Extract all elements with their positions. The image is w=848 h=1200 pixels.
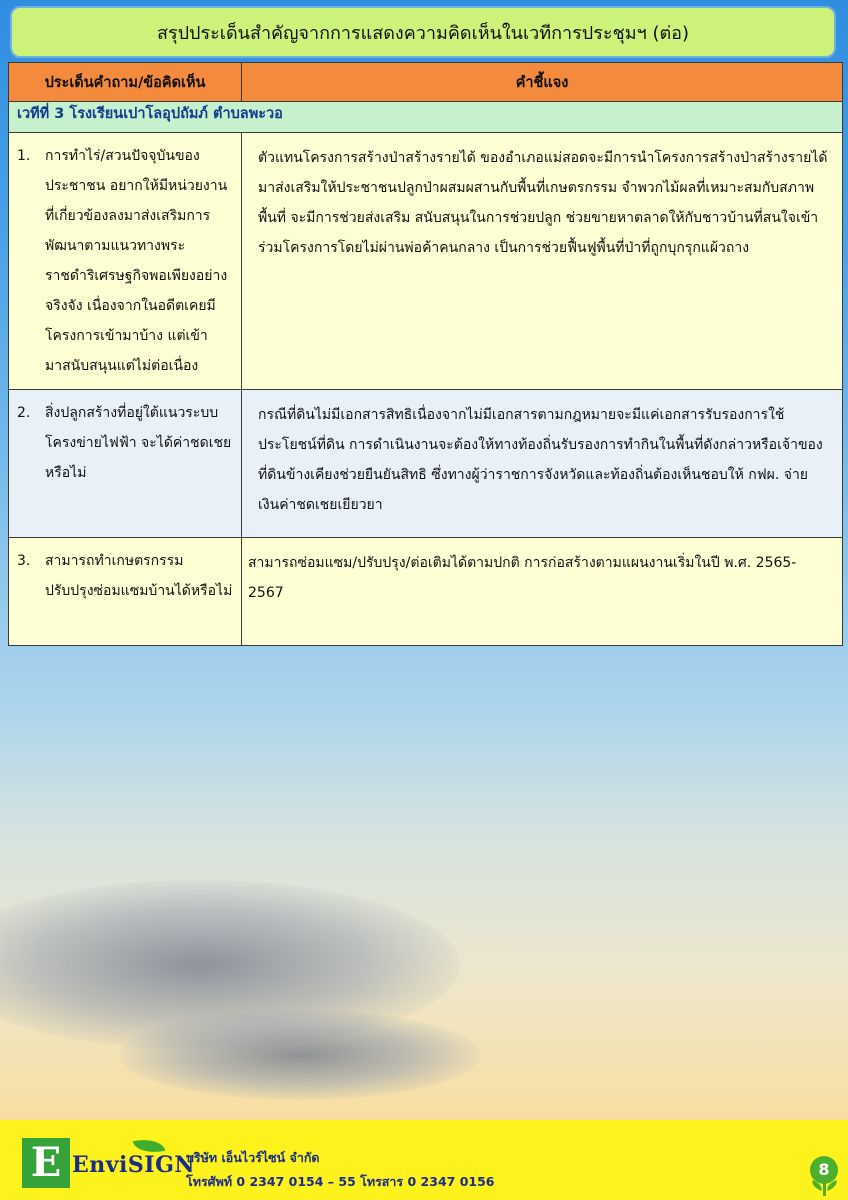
- table-row: [9, 390, 843, 538]
- answer-cell: [242, 133, 843, 390]
- table-row: [9, 133, 843, 390]
- question-cell: [9, 133, 242, 390]
- question-text: สิ่งปลูกสร้างที่อยู่ใต้แนวระบบโครงข่ายไฟฟ้า จะได้ค่าชดเชยหรือไม่: [45, 405, 232, 481]
- answer-text: สามารถซ่อมแซม/ปรับปรุง/ต่อเติมได้ตามปกติ การก่อสร้างตามแผนงานเริ่มในปี พ.ศ. 2565-2567: [248, 555, 797, 601]
- section-row: [9, 102, 843, 133]
- page-number: 8: [810, 1156, 838, 1184]
- row-number: 2.: [17, 405, 31, 421]
- row-number: 1.: [17, 148, 31, 164]
- logo-text: EnviSIGN: [72, 1152, 195, 1178]
- answer-cell: [242, 390, 843, 538]
- answer-cell: [242, 538, 843, 646]
- row-number: 3.: [17, 553, 31, 569]
- column-header-question: ประเด็นคำถาม/ข้อคิดเห็น: [9, 63, 242, 102]
- section-title: เวทีที่ 3 โรงเรียนเปาโลอุปถัมภ์ ตำบลพะวอ: [9, 102, 843, 133]
- question-text: การทำไร่/สวนปัจจุบันของประชาชน อยากให้มีหน่วยงานที่เกี่ยวข้องลงมาส่งเสริมการพัฒนาตามแนวทางพระราชดำริเศรษฐกิจพอเพียงอย่างจริงจัง เนื่องจากในอดีตเคยมีโครงการเข้ามาบ้าง แต่เข้ามาสนับสนุนแต่ไม่ต่อเนื่อง: [45, 148, 228, 374]
- question-cell: [9, 390, 242, 538]
- stem-icon: [823, 1182, 826, 1196]
- comments-table: [8, 62, 843, 646]
- answer-text: ตัวแทนโครงการสร้างป่าสร้างรายได้ ของอำเภอแม่สอดจะมีการนำโครงการสร้างป่าสร้างรายได้มาส่งเสริมให้ประชาชนปลูกป่าผสมผสานกับพื้นที่เกษตรกรรม จำพวกไม้ผลที่เหมาะสมกับสภาพพื้นที่ จะมีการช่วยส่งเสริม สนับสนุนในการช่วยปลูก ช่วยขายหาตลาดให้กับชาวบ้านที่สนใจเข้าร่วมโครงการโดยไม่ผ่านพ่อค้าคนกลาง เป็นการช่วยฟื้นฟูพื้นที่ป่าที่ถูกบุกรุกแผ้วถาง: [258, 150, 828, 256]
- contact-info: โทรศัพท์ 0 2347 0154 – 55 โทรสาร 0 2347 0156: [186, 1174, 495, 1189]
- column-header-answer: คำชี้แจง: [242, 63, 843, 102]
- company-name: บริษัท เอ็นไวร์ไซน์ จำกัด: [186, 1150, 320, 1165]
- table-header-row: [9, 63, 843, 102]
- table-row: [9, 538, 843, 646]
- question-text: สามารถทำเกษตรกรรม ปรับปรุงซ่อมแซมบ้านได้หรือไม่: [45, 553, 233, 599]
- page-number-badge: [808, 1156, 840, 1196]
- cloud-decoration: [120, 1010, 480, 1100]
- answer-text: กรณีที่ดินไม่มีเอกสารสิทธิเนื่องจากไม่มีเอกสารตามกฎหมายจะมีแค่เอกสารรับรองการใช้ประโยชน์ที่ดิน การดำเนินงานจะต้องให้ทางท้องถิ่นรับรองการทำกินในพื้นที่ดังกล่าวหรือเจ้าของที่ดินข้างเคียงช่วยยืนยันสิทธิ ซึ่งทางผู้ว่าราชการจังหวัดและท้องถิ่นต้องเห็นชอบให้ กฟผ. จ่ายเงินค่าชดเชยเยียวยา: [258, 407, 823, 513]
- question-cell: [9, 538, 242, 646]
- logo-mark: E: [22, 1138, 70, 1188]
- company-logo: [22, 1138, 195, 1188]
- footer: [0, 1120, 848, 1200]
- page-title: สรุปประเด็นสำคัญจากการแสดงความคิดเห็นในเวทีการประชุมฯ (ต่อ): [10, 6, 836, 58]
